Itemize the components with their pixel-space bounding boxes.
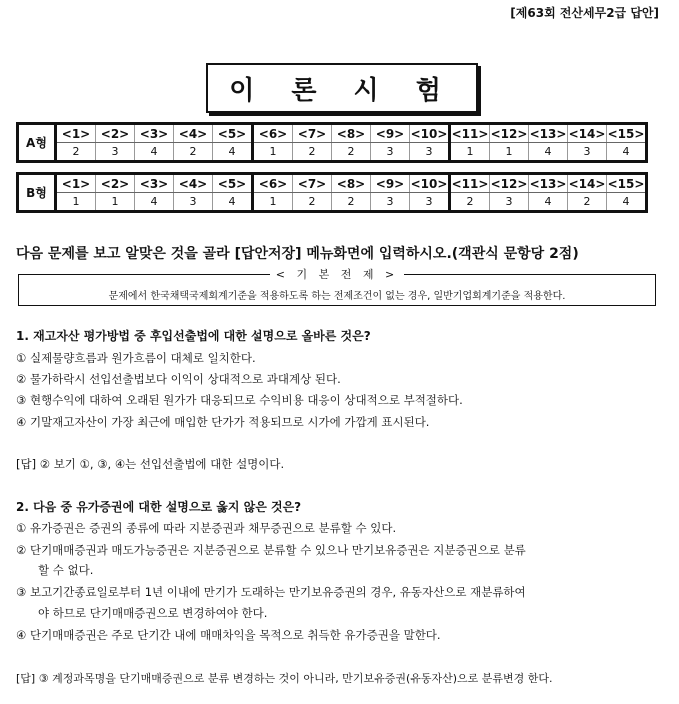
question-number: <1>: [56, 124, 96, 143]
question-number: <5>: [213, 174, 253, 193]
answer-cell: 3: [568, 143, 607, 162]
q2-option: ① 유가증권은 증권의 종류에 따라 지분증권과 채무증권으로 분류할 수 있다.: [16, 521, 397, 535]
instruction: 다음 문제를 보고 알맞은 것을 골라 [답안저장] 메뉴화면에 입력하시오.(객관식 문항당 2점): [16, 246, 579, 262]
question-number: <12>: [490, 174, 529, 193]
answer-cell: 4: [607, 193, 647, 212]
answer-cell: 4: [135, 143, 174, 162]
answer-cell: 3: [410, 143, 450, 162]
q1-option: ① 실제물량흐름과 원가흐름이 대체로 일치한다.: [16, 351, 256, 365]
type-label: A형: [18, 124, 56, 162]
answer-cell: 1: [490, 143, 529, 162]
answer-cell: 4: [213, 193, 253, 212]
type-label: B형: [18, 174, 56, 212]
question-number: <6>: [253, 174, 293, 193]
answer-cell: 2: [174, 143, 213, 162]
answer-cell: 1: [253, 193, 293, 212]
answer-cell: 2: [293, 193, 332, 212]
q1-option: ④ 기말재고자산이 가장 최근에 매입한 단가가 적용되므로 시가에 가깝게 표시된다.: [16, 415, 430, 429]
q1-option: ③ 현행수익에 대하여 오래된 원가가 대응되므로 수익비용 대응이 상대적으로 부적절하다.: [16, 393, 463, 407]
question-number: <1>: [56, 174, 96, 193]
question-number: <13>: [529, 174, 568, 193]
question-number: <8>: [332, 174, 371, 193]
question-number: <15>: [607, 174, 647, 193]
answer-cell: 2: [450, 193, 490, 212]
answer-cell: 4: [213, 143, 253, 162]
answer-cell: 3: [371, 143, 410, 162]
answer-cell: 2: [568, 193, 607, 212]
question-number: <3>: [135, 174, 174, 193]
question-1: 1. 재고자산 평가방법 중 후입선출법에 대한 설명으로 올바른 것은?: [16, 329, 371, 343]
question-number: <12>: [490, 124, 529, 143]
question-number: <5>: [213, 124, 253, 143]
q2-option-cont: 할 수 없다.: [38, 563, 94, 577]
answer-cell: 3: [96, 143, 135, 162]
page-title: 이 론 시 험: [206, 63, 478, 113]
question-number: <13>: [529, 124, 568, 143]
q1-answer: [답] ② 보기 ①, ③, ④는 선입선출법에 대한 설명이다.: [16, 457, 285, 471]
question-number: <2>: [96, 124, 135, 143]
question-number: <6>: [253, 124, 293, 143]
q2-option: ③ 보고기간종료일로부터 1년 이내에 만기가 도래하는 만기보유증권의 경우, 유동자산으로 재분류하여: [16, 585, 526, 599]
question-number: <10>: [410, 174, 450, 193]
question-number: <3>: [135, 124, 174, 143]
question-number: <7>: [293, 174, 332, 193]
question-number: <14>: [568, 124, 607, 143]
answer-cell: 1: [450, 143, 490, 162]
question-number: <9>: [371, 124, 410, 143]
answer-cell: 3: [410, 193, 450, 212]
answer-cell: 4: [135, 193, 174, 212]
answer-cell: 1: [56, 193, 96, 212]
question-number: <10>: [410, 124, 450, 143]
answer-cell: 4: [607, 143, 647, 162]
question-number: <4>: [174, 124, 213, 143]
answer-table-a: [16, 122, 648, 163]
answer-cell: 2: [293, 143, 332, 162]
q1-option: ② 물가하락시 선입선출법보다 이익이 상대적으로 과대계상 된다.: [16, 372, 341, 386]
answer-table-b: [16, 172, 648, 213]
premise-box: [18, 268, 656, 306]
answer-cell: 2: [332, 143, 371, 162]
answer-cell: 4: [529, 193, 568, 212]
premise-title: < 기 본 전 제 >: [270, 268, 404, 281]
question-number: <15>: [607, 124, 647, 143]
exam-header: [제63회 전산세무2급 답안]: [510, 6, 659, 20]
answer-cell: 4: [529, 143, 568, 162]
answer-cell: 3: [490, 193, 529, 212]
answer-cell: 1: [96, 193, 135, 212]
question-number: <4>: [174, 174, 213, 193]
question-number: <11>: [450, 124, 490, 143]
answer-cell: 3: [371, 193, 410, 212]
question-number: <7>: [293, 124, 332, 143]
question-number: <9>: [371, 174, 410, 193]
question-number: <2>: [96, 174, 135, 193]
question-2: 2. 다음 중 유가증권에 대한 설명으로 옳지 않은 것은?: [16, 500, 302, 514]
q2-option: ② 단기매매증권과 매도가능증권은 지분증권으로 분류할 수 있으나 만기보유증권은 지분증권으로 분류: [16, 543, 526, 557]
q2-answer: [답] ③ 계정과목명을 단기매매증권으로 분류 변경하는 것이 아니라, 만기보유증권(유동자산)으로 분류변경 한다.: [16, 672, 553, 685]
question-number: <11>: [450, 174, 490, 193]
answer-cell: 1: [253, 143, 293, 162]
answer-cell: 2: [56, 143, 96, 162]
question-number: <14>: [568, 174, 607, 193]
q2-option: ④ 단기매매증권은 주로 단기간 내에 매매차익을 목적으로 취득한 유가증권을 말한다.: [16, 628, 441, 642]
answer-cell: 3: [174, 193, 213, 212]
answer-cell: 2: [332, 193, 371, 212]
question-number: <8>: [332, 124, 371, 143]
q2-option-cont: 야 하므로 단기매매증권으로 변경하여야 한다.: [38, 606, 268, 620]
premise-text: 문제에서 한국채택국제회계기준을 적용하도록 하는 전제조건이 없는 경우, 일반기업회계기준을 적용한다.: [108, 291, 566, 302]
